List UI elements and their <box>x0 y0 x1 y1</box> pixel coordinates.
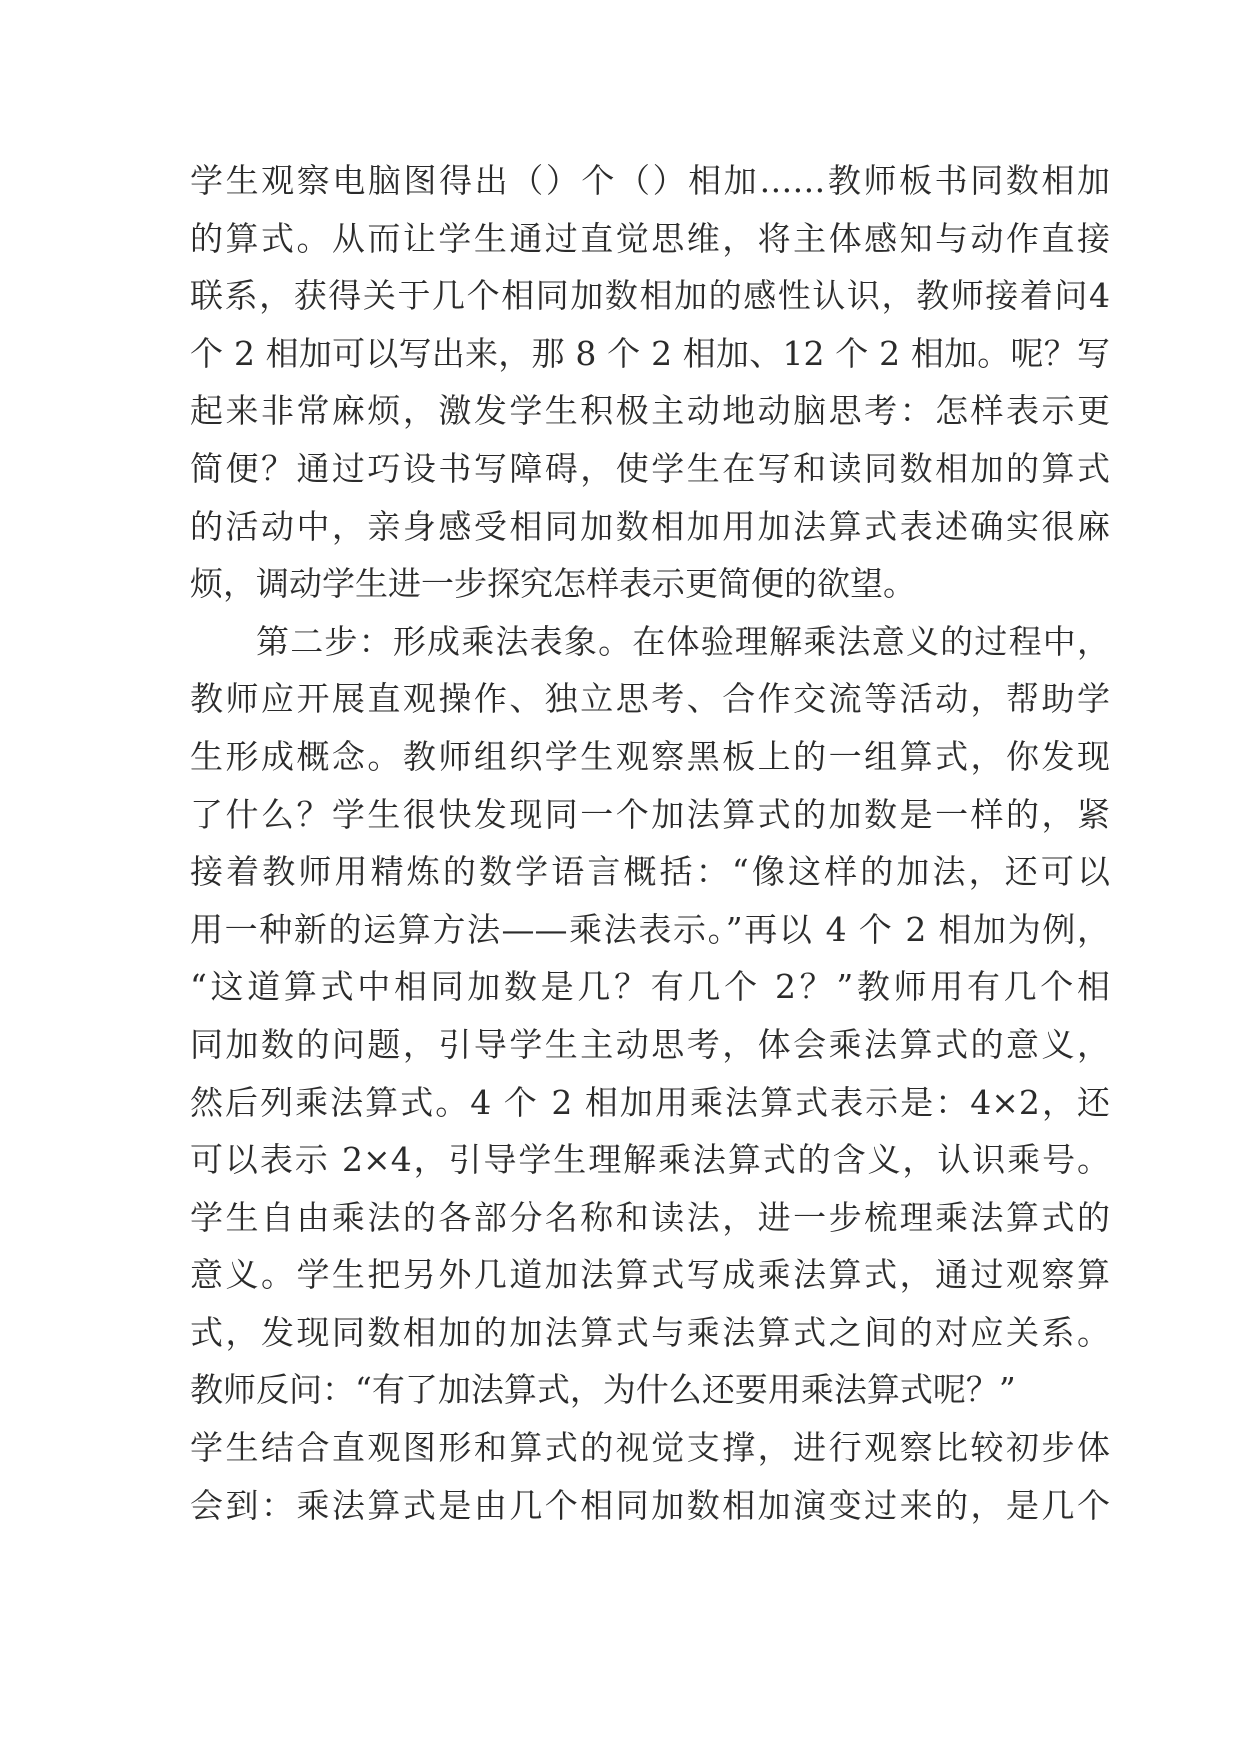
text-line-3: 联系，获得关于几个相同加数相加的感性认识，教师接着问4 <box>190 276 1110 316</box>
text-line-10: 教师应开展直观操作、独立思考、合作交流等活动，帮助学 <box>190 679 1110 719</box>
text-line-11: 生形成概念。教师组织学生观察黑板上的一组算式，你发现 <box>190 736 1110 776</box>
text-line-24: 会到：乘法算式是由几个相同加数相加演变过来的，是几个 <box>190 1485 1110 1525</box>
text-line-18: 可以表示 2×4，引导学生理解乘法算式的含义，认识乘号。 <box>190 1140 1110 1180</box>
text-line-15: “这道算式中相同加数是几？有几个 2？”教师用有几个相 <box>190 967 1110 1007</box>
text-line-14: 用一种新的运算方法——乘法表示。”再以 4 个 2 相加为例， <box>190 909 1110 949</box>
text-line-21: 式，发现同数相加的加法算式与乘法算式之间的对应关系。 <box>190 1312 1110 1352</box>
text-line-1: 学生观察电脑图得出（）个（）相加……教师板书同数相加 <box>190 161 1110 200</box>
text-line-23: 学生结合直观图形和算式的视觉支撑，进行观察比较初步体 <box>190 1428 1110 1468</box>
text-line-17: 然后列乘法算式。4 个 2 相加用乘法算式表示是：4×2，还 <box>190 1082 1110 1122</box>
text-line-16: 同加数的问题，引导学生主动思考，体会乘法算式的意义， <box>190 1024 1110 1064</box>
text-line-19: 学生自由乘法的各部分名称和读法，进一步梳理乘法算式的 <box>190 1197 1110 1237</box>
text-line-6: 简便？通过巧设书写障碍，使学生在写和读同数相加的算式 <box>190 448 1110 488</box>
text-line-22: 教师反问：“有了加法算式，为什么还要用乘法算式呢？” <box>190 1370 1016 1410</box>
text-line-7: 的活动中，亲身感受相同加数相加用加法算式表述确实很麻 <box>190 506 1110 546</box>
text-line-20: 意义。学生把另外几道加法算式写成乘法算式，通过观察算 <box>190 1255 1110 1295</box>
text-line-9: 第二步：形成乘法表象。在体验理解乘法意义的过程中， <box>256 621 1110 661</box>
body-text <box>190 152 1110 1534</box>
text-line-2: 的算式。从而让学生通过直觉思维，将主体感知与动作直接 <box>190 218 1110 258</box>
text-line-5: 起来非常麻烦，激发学生积极主动地动脑思考：怎样表示更 <box>190 391 1110 431</box>
text-line-12: 了什么？学生很快发现同一个加法算式的加数是一样的，紧 <box>190 794 1110 834</box>
text-line-13: 接着教师用精炼的数学语言概括：“像这样的加法，还可以 <box>190 852 1110 892</box>
text-line-4: 个 2 相加可以写出来，那 8 个 2 相加、12 个 2 相加。呢？写 <box>190 333 1110 373</box>
text-line-8: 烦，调动学生进一步探究怎样表示更简便的欲望。 <box>190 564 916 604</box>
